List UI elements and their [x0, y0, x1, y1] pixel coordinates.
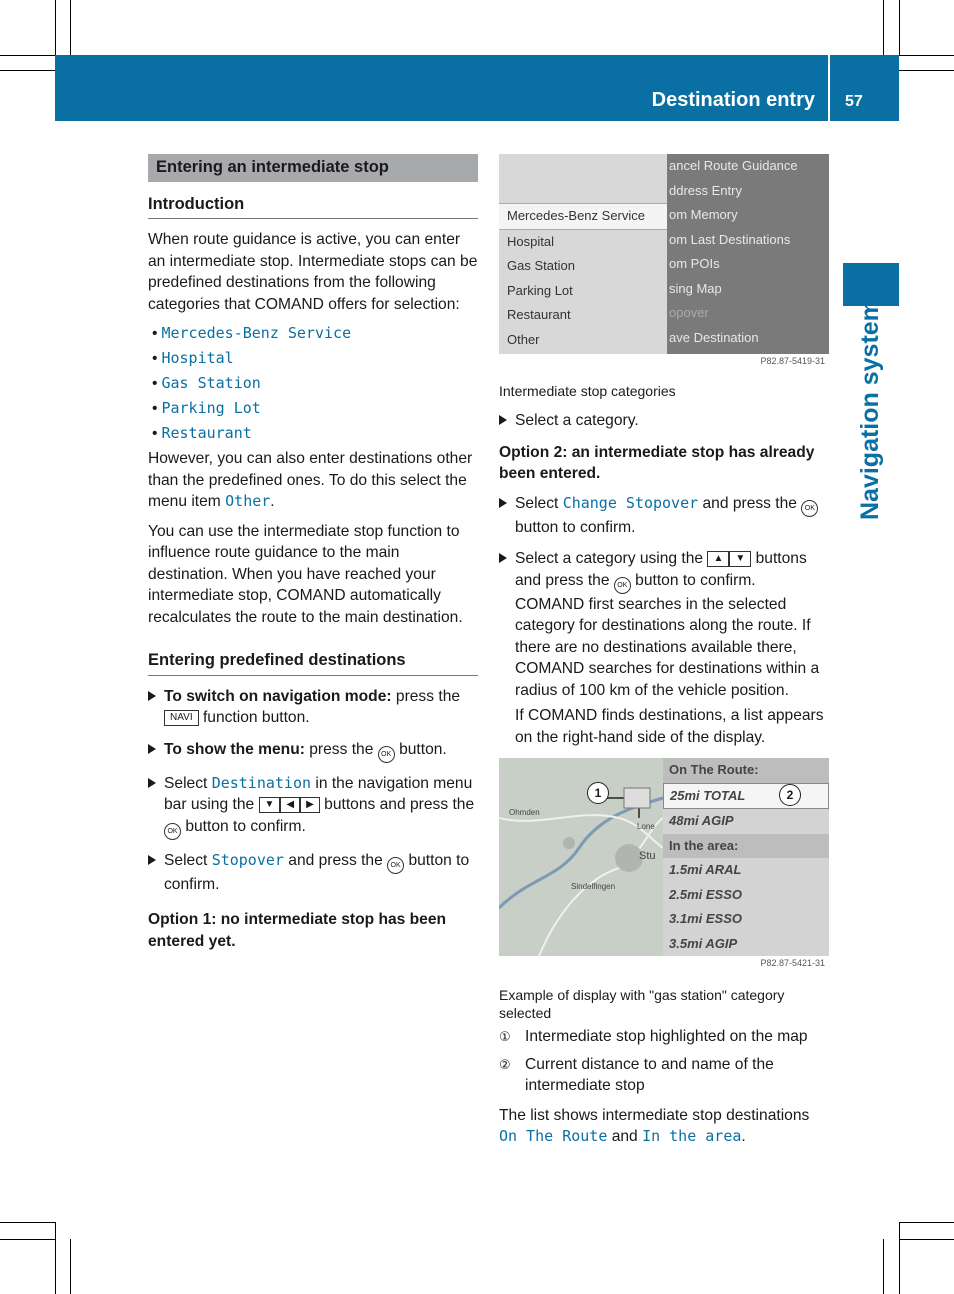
- ok-button-icon: OK: [378, 746, 395, 763]
- step-arrow-icon: [148, 744, 156, 754]
- text-run: .: [741, 1128, 746, 1145]
- category-name: Gas Station: [161, 374, 261, 392]
- screenshot-categories: [499, 154, 829, 374]
- crop-mark: [55, 1222, 56, 1294]
- list-item: 25mi TOTAL: [663, 783, 829, 810]
- ok-button-icon: OK: [614, 577, 631, 594]
- text-run: Select a category using the: [515, 550, 708, 567]
- step-arrow-icon: [148, 855, 156, 865]
- menu-row: om Memory: [669, 207, 738, 222]
- category-name: Hospital: [161, 349, 234, 367]
- category-name: Restaurant: [161, 424, 252, 442]
- menu-row: Parking Lot: [507, 282, 573, 298]
- text-run: press the: [391, 687, 461, 705]
- screenshot-gas-station: [499, 758, 829, 976]
- step-arrow-icon: [499, 553, 507, 563]
- image-reference: P82.87-5419-31: [760, 355, 825, 366]
- chapter-title: Destination entry: [651, 89, 815, 111]
- text-run: in the navigation menu bar using the: [164, 774, 473, 813]
- step-select-destination: [148, 773, 478, 840]
- crop-mark: [883, 0, 884, 55]
- menu-item-other: Other: [225, 492, 271, 510]
- ok-button-icon: OK: [387, 857, 404, 874]
- list-item: 3.1mi ESSO: [669, 911, 742, 926]
- crop-mark: [0, 1222, 55, 1223]
- menu-row: Other: [507, 331, 540, 347]
- list-item: [152, 373, 478, 395]
- caption-gas-station: Example of display with "gas station" category selected: [499, 987, 785, 1021]
- list-header: In the area:: [663, 834, 829, 859]
- list-item: [152, 398, 478, 420]
- menu-row: ancel Route Guidance: [669, 158, 798, 173]
- text-run: Select: [164, 851, 212, 869]
- text-run: function button.: [198, 709, 310, 726]
- legend-text: Current distance to and name of the intermediate stop: [525, 1055, 774, 1094]
- text-run: Select: [164, 774, 212, 792]
- step-bold: To switch on navigation mode:: [164, 687, 392, 705]
- text-run: .: [270, 493, 275, 510]
- legend-number: ②: [499, 1056, 511, 1072]
- crop-mark: [899, 1222, 954, 1223]
- map-label: Ohmden: [509, 808, 540, 817]
- step-arrow-icon: [148, 691, 156, 701]
- callout-2: 2: [779, 784, 801, 806]
- list-item: [152, 423, 478, 445]
- intro-text: When route guidance is active, you can enter an intermediate stop. Intermediate stops can be predefined destinations from the following categories that COMAND offers for selection:: [148, 231, 478, 313]
- list-item: [152, 348, 478, 370]
- crop-mark: [0, 1239, 55, 1240]
- intro-heading: Introduction: [148, 194, 478, 220]
- ok-button-icon: OK: [801, 500, 818, 517]
- text-run: Select a category.: [515, 412, 639, 429]
- header-divider: [828, 55, 830, 121]
- menu-item-change-stopover: Change Stopover: [562, 493, 699, 512]
- left-key-icon: ◀: [280, 797, 300, 813]
- list-item: 1.5mi ARAL: [669, 862, 742, 877]
- text-run: press the: [304, 740, 378, 758]
- text-run: Select: [515, 494, 563, 512]
- menu-row: Hospital: [507, 233, 554, 249]
- crop-mark: [899, 0, 900, 55]
- step-select-category-keys: [499, 548, 829, 748]
- list-item: 3.5mi AGIP: [669, 935, 738, 951]
- text-run: buttons and press the: [515, 550, 807, 589]
- step-navigation-mode: [148, 686, 478, 729]
- menu-row: [499, 154, 667, 179]
- crop-mark: [0, 55, 55, 56]
- caption-categories: Intermediate stop categories: [499, 383, 676, 399]
- destination-menu: [667, 154, 829, 354]
- ok-button-icon: OK: [164, 823, 181, 840]
- other-text: [148, 448, 478, 513]
- list-item: [152, 323, 478, 345]
- right-column: [499, 154, 829, 1156]
- list-item: 48mi AGIP: [669, 813, 734, 828]
- menu-row: sing Map: [669, 280, 722, 296]
- legend-text: Intermediate stop highlighted on the map: [525, 1028, 808, 1045]
- predefined-heading: Entering predefined destinations: [148, 650, 478, 676]
- category-name: Mercedes-Benz Service: [161, 324, 352, 342]
- down-key-icon: ▼: [729, 551, 751, 567]
- step-bold: To show the menu:: [164, 740, 305, 758]
- crop-mark: [899, 70, 954, 71]
- step-show-menu: [148, 739, 478, 763]
- text-run: and press the: [283, 851, 388, 869]
- menu-row: Mercedes-Benz Service: [499, 203, 667, 230]
- step-arrow-icon: [499, 498, 507, 508]
- text-run: and: [607, 1128, 643, 1145]
- step-change-stopover: [499, 493, 829, 539]
- category-name: Parking Lot: [161, 399, 261, 417]
- final-text: [499, 1105, 829, 1148]
- left-column: [148, 154, 478, 960]
- navi-key-icon: NAVI: [164, 710, 199, 726]
- text-run: and press the: [698, 494, 802, 512]
- image-reference: P82.87-5421-31: [760, 957, 825, 968]
- menu-row: ave Destination: [669, 329, 759, 345]
- menu-row: Gas Station: [507, 258, 575, 273]
- option-2-heading: Option 2: an intermediate stop has already been entered.: [499, 443, 815, 482]
- map-label: Stu: [639, 850, 656, 862]
- menu-row: om POIs: [669, 256, 720, 271]
- crop-mark: [883, 1239, 884, 1294]
- section-title: Entering an intermediate stop: [148, 154, 478, 182]
- influence-text: You can use the intermediate stop function to influence route guidance to the main destination. When you have reached your intermediate stop, COMAND automatically recalculates the route to the main destination.: [148, 522, 463, 626]
- text-run: button to confirm.: [515, 518, 636, 536]
- gas-station-list: [663, 758, 829, 956]
- map-label: Sindelfingen: [571, 882, 616, 891]
- map-label: Lone: [637, 822, 655, 831]
- crop-mark: [899, 55, 954, 56]
- page-number: 57: [845, 93, 863, 110]
- list-header: On The Route:: [663, 758, 829, 783]
- crop-mark: [55, 0, 56, 55]
- menu-row: opover: [669, 305, 709, 320]
- down-key-icon: ▼: [259, 797, 281, 813]
- crop-mark: [899, 1239, 954, 1240]
- category-list: [148, 323, 478, 445]
- text-run: button to confirm. COMAND first searches in the selected category for destinations along the route. If there are no destinations available there, COMAND searches for destinations within a radius of 100 km of the vehicle position.: [515, 571, 820, 699]
- crop-mark: [70, 1239, 71, 1294]
- destinations-found-text: If COMAND finds destinations, a list appears on the right-hand side of the display.: [515, 707, 824, 746]
- text-run: button to confirm.: [164, 851, 470, 893]
- menu-item-stopover: Stopover: [211, 850, 284, 869]
- crop-mark: [0, 70, 55, 71]
- text-run: buttons and press the: [319, 796, 475, 813]
- text-run: The list shows intermediate stop destinations: [499, 1106, 810, 1124]
- crop-mark: [899, 1222, 900, 1294]
- legend-item: [499, 1054, 829, 1097]
- step-arrow-icon: [499, 415, 507, 425]
- crop-mark: [70, 0, 71, 55]
- right-key-icon: ▶: [300, 797, 320, 813]
- legend-number: ①: [499, 1029, 511, 1044]
- map-view: [499, 758, 663, 956]
- text-run: button to confirm.: [181, 817, 306, 835]
- callout-1: 1: [587, 782, 609, 804]
- list-in-the-area: In the area: [642, 1127, 742, 1145]
- step-select-category: [499, 410, 829, 432]
- header-bar: [55, 55, 899, 121]
- legend-item: [499, 1026, 829, 1048]
- list-item: 2.5mi ESSO: [669, 886, 742, 902]
- menu-item-destination: Destination: [211, 773, 312, 792]
- menu-row: om Last Destinations: [669, 231, 791, 247]
- option-1-heading: Option 1: no intermediate stop has been entered yet.: [148, 911, 447, 950]
- text-run: button.: [394, 740, 447, 758]
- side-tab-label: Navigation system: [856, 299, 884, 520]
- category-menu: [499, 154, 667, 354]
- menu-row: ddress Entry: [669, 182, 742, 198]
- menu-row: [499, 179, 667, 204]
- text-run: However, you can also enter destinations other than the predefined ones. To do this select the menu item: [148, 450, 473, 510]
- step-select-stopover: [148, 850, 478, 896]
- menu-row: Restaurant: [507, 307, 571, 322]
- up-key-icon: ▲: [707, 551, 729, 567]
- step-arrow-icon: [148, 778, 156, 788]
- list-on-the-route: On The Route: [499, 1127, 608, 1145]
